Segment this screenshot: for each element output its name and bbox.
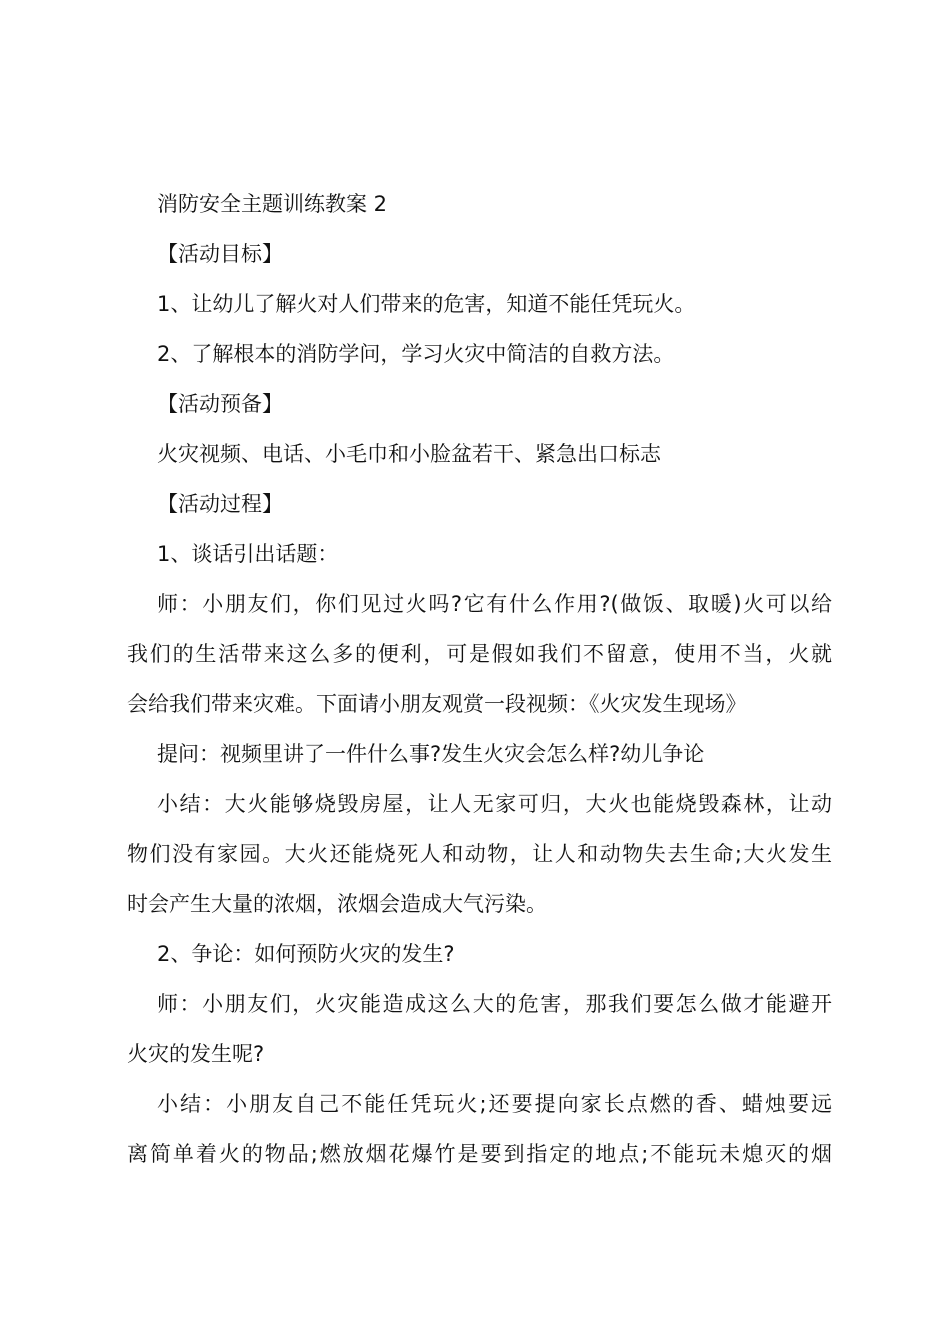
summary-2-line-2: 离简单着火的物品;燃放烟花爆竹是要到指定的地点;不能玩未熄灭的烟 xyxy=(127,1142,832,1166)
section-heading-process: 【活动过程】 xyxy=(157,492,283,516)
process-step-1: 1、谈话引出话题： xyxy=(157,542,339,566)
preparation-items: 火灾视频、电话、小毛巾和小脸盆若干、紧急出口标志 xyxy=(157,442,661,466)
goal-item-2: 2、了解根本的消防学问，学习火灾中简洁的自救方法。 xyxy=(157,342,675,366)
teacher-dialogue-2-line-1: 师：小朋友们，火灾能造成这么大的危害，那我们要怎么做才能避开 xyxy=(157,992,832,1016)
section-heading-goals: 【活动目标】 xyxy=(157,242,283,266)
question-paragraph: 提问：视频里讲了一件什么事?发生火灾会怎么样?幼儿争论 xyxy=(157,742,705,766)
teacher-dialogue-1-line-1: 师：小朋友们，你们见过火吗?它有什么作用?(做饭、取暖)火可以给 xyxy=(157,592,832,616)
summary-1-line-2: 物们没有家园。大火还能烧死人和动物，让人和动物失去生命;大火发生 xyxy=(127,842,832,866)
teacher-dialogue-1-line-2: 我们的生活带来这么多的便利，可是假如我们不留意，使用不当，火就 xyxy=(127,642,832,666)
document-title: 消防安全主题训练教案 2 xyxy=(157,192,388,216)
process-step-2: 2、争论：如何预防火灾的发生? xyxy=(157,942,455,966)
summary-1-line-3: 时会产生大量的浓烟，浓烟会造成大气污染。 xyxy=(127,892,547,916)
teacher-dialogue-2-line-2: 火灾的发生呢? xyxy=(127,1042,265,1066)
section-heading-preparation: 【活动预备】 xyxy=(157,392,283,416)
summary-1-line-1: 小结：大火能够烧毁房屋，让人无家可归，大火也能烧毁森林，让动 xyxy=(157,792,832,816)
teacher-dialogue-1-line-3: 会给我们带来灾难。下面请小朋友观赏一段视频：《火灾发生现场》 xyxy=(127,692,747,716)
goal-item-1: 1、让幼儿了解火对人们带来的危害，知道不能任凭玩火。 xyxy=(157,292,696,316)
summary-2-line-1: 小结：小朋友自己不能任凭玩火;还要提向家长点燃的香、蜡烛要远 xyxy=(157,1092,832,1116)
